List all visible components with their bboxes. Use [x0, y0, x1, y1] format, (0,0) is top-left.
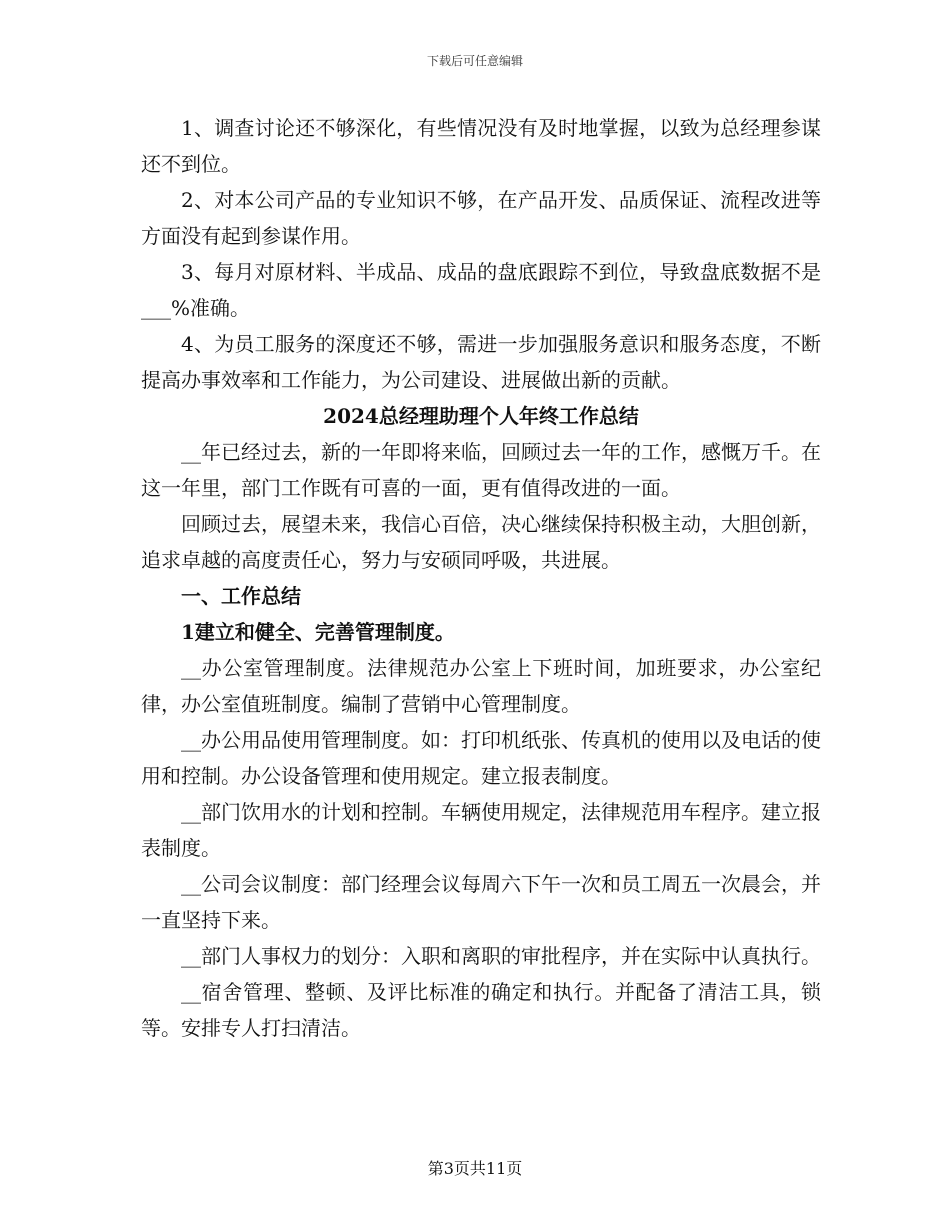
- issue-paragraph-3: 3、每月对原材料、半成品、成品的盘底跟踪不到位，导致盘底数据不是___%准确。: [141, 260, 821, 320]
- system-paragraph-water-vehicles: __部门饮用水的计划和控制。车辆使用规定，法律规范用车程序。建立报表制度。: [141, 800, 821, 860]
- page-header-note: 下载后可任意编辑: [426, 54, 523, 68]
- system-paragraph-dormitory: __宿舍管理、整顿、及评比标准的确定和执行。并配备了清洁工具，锁等。安排专人打扫清洁。: [141, 980, 821, 1040]
- system-paragraph-meetings: __公司会议制度：部门经理会议每周六下午一次和员工周五一次晨会，并一直坚持下来。: [141, 872, 821, 932]
- heading-work-summary: 一、工作总结: [181, 584, 301, 608]
- section-title: 2024总经理助理个人年终工作总结: [323, 404, 639, 428]
- system-paragraph-supplies: __办公用品使用管理制度。如：打印机纸张、传真机的使用以及电话的使用和控制。办公设备管理和使用规定。建立报表制度。: [141, 728, 821, 788]
- issue-paragraph-2: 2、对本公司产品的专业知识不够，在产品开发、品质保证、流程改进等方面没有起到参谋作用。: [141, 188, 821, 248]
- issue-paragraph-4: 4、为员工服务的深度还不够，需进一步加强服务意识和服务态度，不断提高办事效率和工作能力，为公司建设、进展做出新的贡献。: [141, 332, 821, 392]
- intro-paragraph-1: __年已经过去，新的一年即将来临，回顾过去一年的工作，感慨万千。在这一年里，部门工作既有可喜的一面，更有值得改进的一面。: [141, 440, 821, 500]
- page-number: 第3页共11页: [427, 1159, 523, 1178]
- issue-paragraph-1: 1、调查讨论还不够深化，有些情况没有及时地掌握，以致为总经理参谋还不到位。: [141, 116, 821, 176]
- system-paragraph-office: __办公室管理制度。法律规范办公室上下班时间，加班要求，办公室纪律，办公室值班制度。编制了营销中心管理制度。: [141, 656, 821, 716]
- system-paragraph-personnel: __部门人事权力的划分：入职和离职的审批程序，并在实际中认真执行。: [181, 944, 821, 968]
- document-body: [141, 110, 821, 1046]
- intro-paragraph-2: 回顾过去，展望未来，我信心百倍，决心继续保持积极主动，大胆创新，追求卓越的高度责任心，努力与安硕同呼吸，共进展。: [141, 512, 821, 572]
- subheading-management-system: 1建立和健全、完善管理制度。: [181, 620, 455, 644]
